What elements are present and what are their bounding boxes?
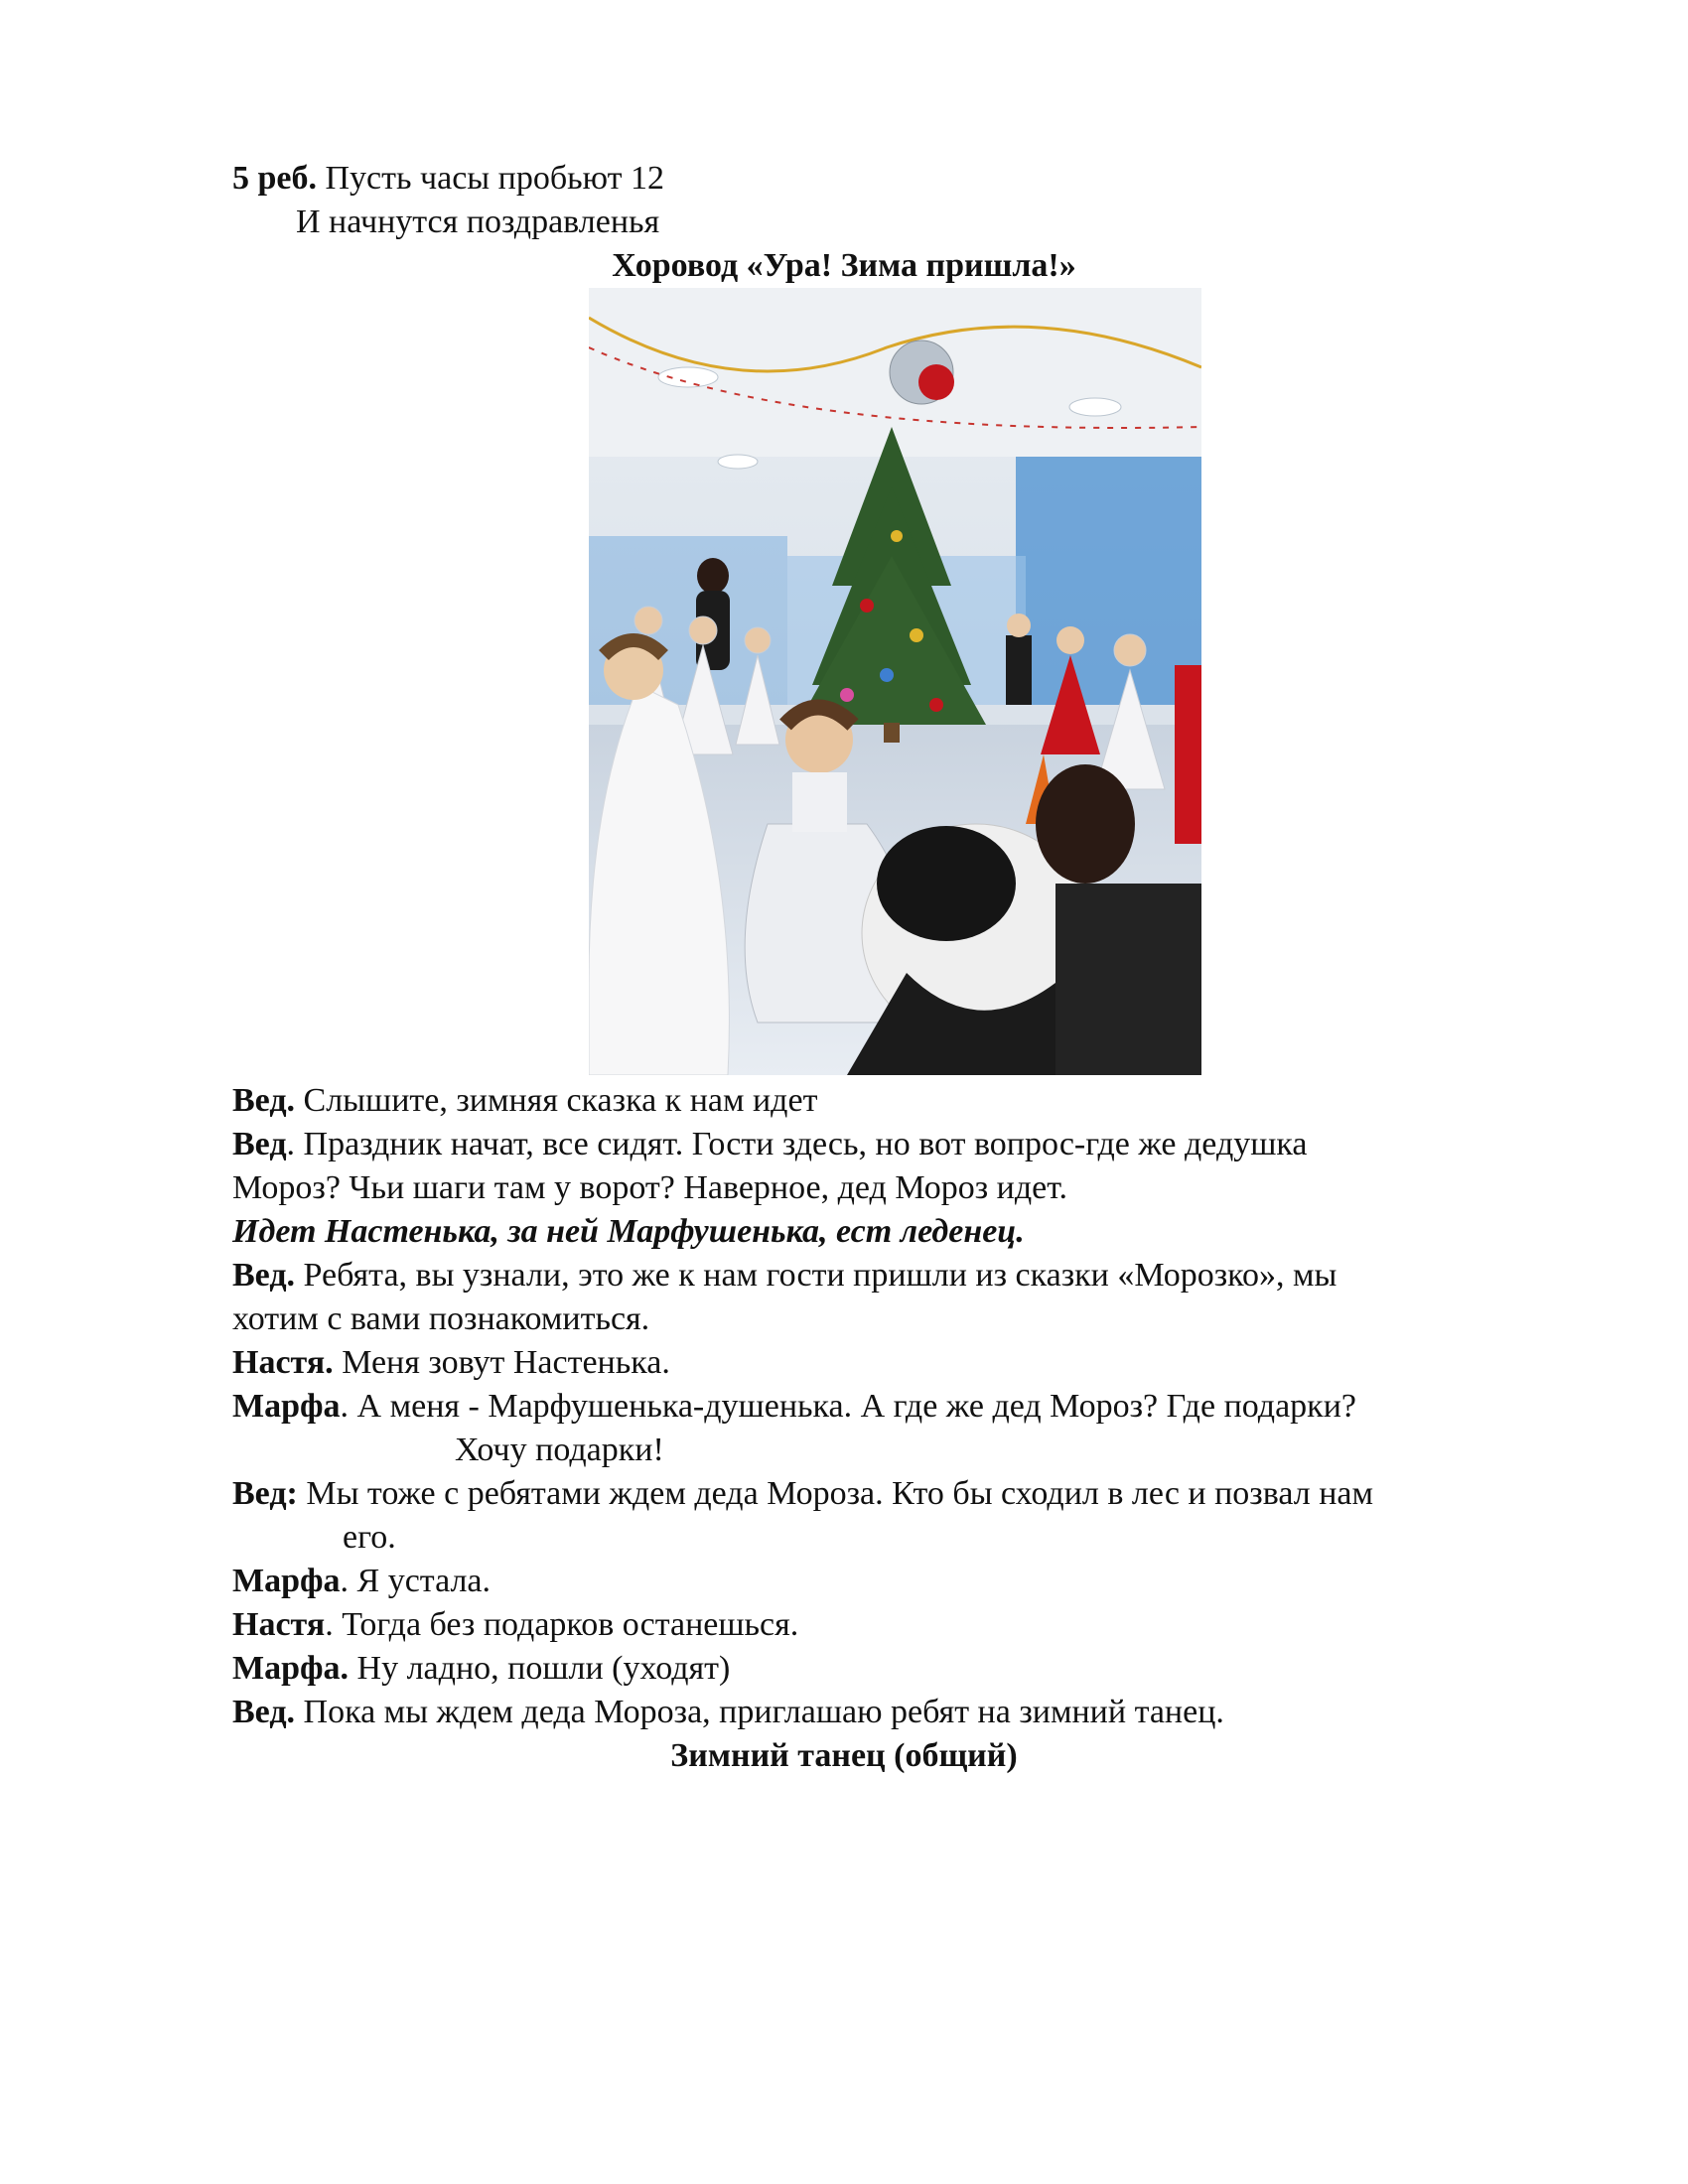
text-line (232, 1560, 491, 1603)
line-text: И начнутся поздравленья (296, 204, 660, 240)
section-heading: Хоровод «Ура! Зима пришла!» (612, 247, 1076, 284)
line-text: . А меня - Марфушенька-душенька. А где же дед Мороз? Где подарки? (340, 1388, 1356, 1425)
text-line (232, 1603, 798, 1647)
photo-illustration (589, 288, 1201, 1075)
line-text: хотим с вами познакомиться. (232, 1300, 650, 1337)
text-line (232, 157, 664, 201)
line-text: Мы тоже с ребятами ждем деда Мороза. Кто бы сходил в лес и позвал нам (297, 1475, 1373, 1512)
text-line (232, 1341, 670, 1385)
line-text: Слышите, зимняя сказка к нам идет (295, 1082, 818, 1119)
speaker-label: Вед. (232, 1257, 296, 1294)
line-text: его. (343, 1519, 396, 1556)
text-line (232, 1254, 1336, 1297)
photo-round-dance (589, 288, 1201, 1075)
text-line (232, 1647, 730, 1691)
speaker-label: Вед. (232, 1082, 296, 1119)
speaker-label: Марфа. (232, 1650, 350, 1687)
speaker-label: Настя. (232, 1344, 334, 1381)
text-line (232, 1123, 1308, 1166)
text-line (232, 1079, 817, 1123)
text-line (296, 201, 659, 244)
stage-direction: Идет Настенька, за ней Марфушенька, ест леденец. (232, 1213, 1025, 1250)
speaker-label: Марфа (232, 1388, 341, 1425)
speaker-label: Вед. (232, 1694, 296, 1730)
text-line (232, 1166, 1067, 1210)
line-text: Меня зовут Настенька. (333, 1344, 670, 1381)
line-text: Хочу подарки! (455, 1432, 664, 1468)
text-line (455, 1429, 664, 1472)
line-text: Ну ладно, пошли (уходят) (349, 1650, 731, 1687)
line-text: Пока мы ждем деда Мороза, приглашаю ребят на зимний танец. (295, 1694, 1224, 1730)
line-text: . Праздник начат, все сидят. Гости здесь, но вот вопрос-где же дедушка (286, 1126, 1308, 1162)
line-text: Ребята, вы узнали, это же к нам гости пришли из сказки «Морозко», мы (295, 1257, 1337, 1294)
line-text: Пусть часы пробьют 12 (317, 160, 664, 197)
speaker-label: Настя (232, 1606, 326, 1643)
speaker-label: 5 реб. (232, 160, 317, 197)
text-line (232, 1297, 649, 1341)
text-line (343, 1516, 396, 1560)
line-text: . Тогда без подарков останешься. (325, 1606, 799, 1643)
speaker-label: Марфа (232, 1563, 341, 1599)
speaker-label: Вед: (232, 1475, 298, 1512)
text-line (232, 1472, 1373, 1516)
speaker-label: Вед (232, 1126, 287, 1162)
line-text: . Я устала. (340, 1563, 492, 1599)
text-line (232, 1691, 1224, 1734)
text-line (232, 1385, 1356, 1429)
section-heading: Зимний танец (общий) (670, 1737, 1018, 1774)
line-text: Мороз? Чьи шаги там у ворот? Наверное, дед Мороз идет. (232, 1169, 1068, 1206)
